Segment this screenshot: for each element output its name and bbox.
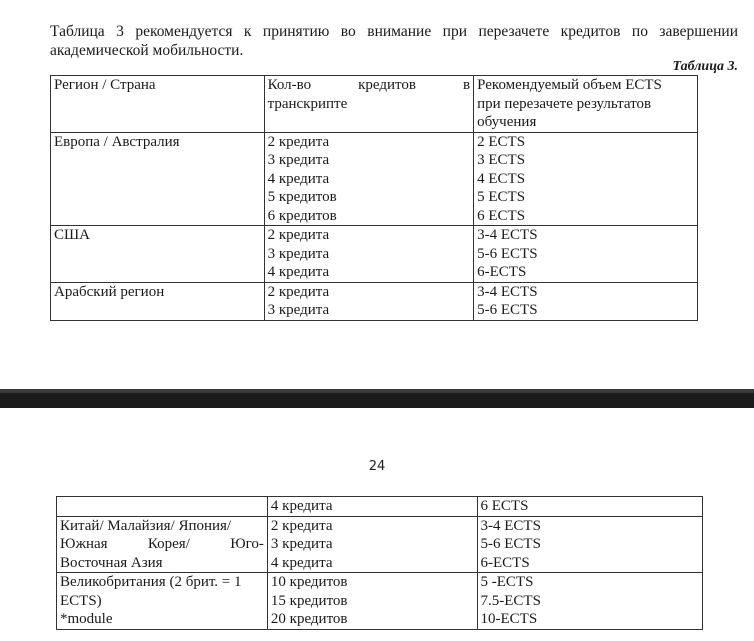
cell-line: 2 кредита — [267, 227, 330, 243]
cell-line: 10 кредитов — [270, 574, 348, 590]
cell-line: 3-4 ECTS — [477, 283, 538, 300]
table-header-row — [51, 76, 698, 133]
credits-cell — [264, 132, 474, 226]
cell-line: 6-ECTS — [477, 264, 527, 280]
header-region: Регион / Страна — [51, 76, 265, 133]
table-row — [51, 132, 698, 226]
table-row — [57, 516, 703, 573]
cell-line: 2 кредита — [267, 133, 330, 150]
credits-cell — [264, 282, 474, 320]
credit-table-part-1 — [50, 75, 698, 321]
region-cell — [51, 226, 265, 283]
cell-line: 6 ECTS — [477, 207, 526, 224]
cell-line: Южная Корея/ Юго- — [60, 536, 264, 552]
cell-line: США — [54, 227, 90, 243]
ects-cell — [474, 226, 698, 283]
region-cell — [57, 516, 268, 573]
cell-line: 3-4 ECTS — [480, 517, 541, 534]
cell-line: 5-6 ECTS — [480, 536, 541, 552]
page-break-bar — [0, 389, 754, 408]
region-cell — [51, 282, 265, 320]
ects-cell — [477, 516, 703, 573]
region-cell — [57, 497, 268, 517]
cell-line: 3 кредита — [270, 536, 333, 552]
cell-line: 6 кредитов — [267, 207, 337, 224]
ects-cell — [477, 497, 703, 517]
cell-line: 4 ECTS — [477, 170, 526, 187]
cell-line: 20 кредитов — [270, 611, 348, 627]
table-row — [57, 573, 703, 630]
cell-line: ECTS) — [60, 592, 102, 609]
intro-paragraph: Таблица 3 рекомендуется к принятию во внимание при перезачете кредитов по завершении академической мобильности. — [50, 23, 738, 59]
region-cell — [51, 132, 265, 226]
cell-line: 5 кредитов — [267, 189, 337, 205]
cell-line: 3 кредита — [267, 302, 330, 318]
cell-line: 2 кредита — [267, 283, 330, 300]
cell-line: 4 кредита — [267, 170, 330, 187]
cell-line: 3 кредита — [267, 245, 330, 262]
cell-line: 6 ECTS — [480, 498, 529, 514]
cell-line: 5 -ECTS — [480, 574, 534, 590]
cell-line: Великобритания (2 брит. = 1 — [60, 574, 242, 590]
cell-line: 3 кредита — [267, 152, 330, 168]
cell-line: Китай/ Малайзия/ Япония/ — [60, 517, 232, 534]
cell-line: 3 ECTS — [477, 152, 526, 168]
credits-cell — [267, 573, 477, 630]
cell-line: 4 кредита — [267, 264, 330, 280]
cell-line: *module — [60, 611, 113, 627]
cell-line: Восточная Азия — [60, 554, 163, 571]
cell-line: 15 кредитов — [270, 592, 348, 609]
cell-line: 10-ECTS — [480, 611, 538, 627]
cell-line: 6-ECTS — [480, 554, 530, 571]
cell-line: 3-4 ECTS — [477, 227, 538, 243]
cell-line: Арабский регион — [54, 283, 165, 300]
credits-cell — [267, 516, 477, 573]
header-ects: Рекомендуемый объем ECTS при перезачете результатов обучения — [474, 76, 698, 133]
cell-line: 2 ECTS — [477, 133, 526, 150]
cell-line: Европа / Австралия — [54, 133, 180, 150]
ects-cell — [474, 132, 698, 226]
table-row — [51, 226, 698, 283]
cell-line: 5-6 ECTS — [477, 302, 538, 318]
cell-line — [60, 497, 264, 516]
table-row — [51, 282, 698, 320]
table-row — [57, 497, 703, 517]
credits-cell — [267, 497, 477, 517]
cell-line: 5-6 ECTS — [477, 245, 538, 262]
cell-line: 4 кредита — [270, 498, 333, 514]
cell-line: 7.5-ECTS — [480, 592, 541, 609]
ects-cell — [477, 573, 703, 630]
cell-line: 4 кредита — [270, 554, 333, 571]
header-credits: Кол-во кредитов в транскрипте — [264, 76, 474, 133]
cell-line: 5 ECTS — [477, 189, 526, 205]
cell-line: 2 кредита — [270, 517, 333, 534]
credit-table-part-2 — [56, 496, 703, 630]
page-number: 24 — [368, 459, 386, 474]
table-caption: Таблица 3. — [672, 59, 738, 74]
region-cell — [57, 573, 268, 630]
ects-cell — [474, 282, 698, 320]
credits-cell — [264, 226, 474, 283]
